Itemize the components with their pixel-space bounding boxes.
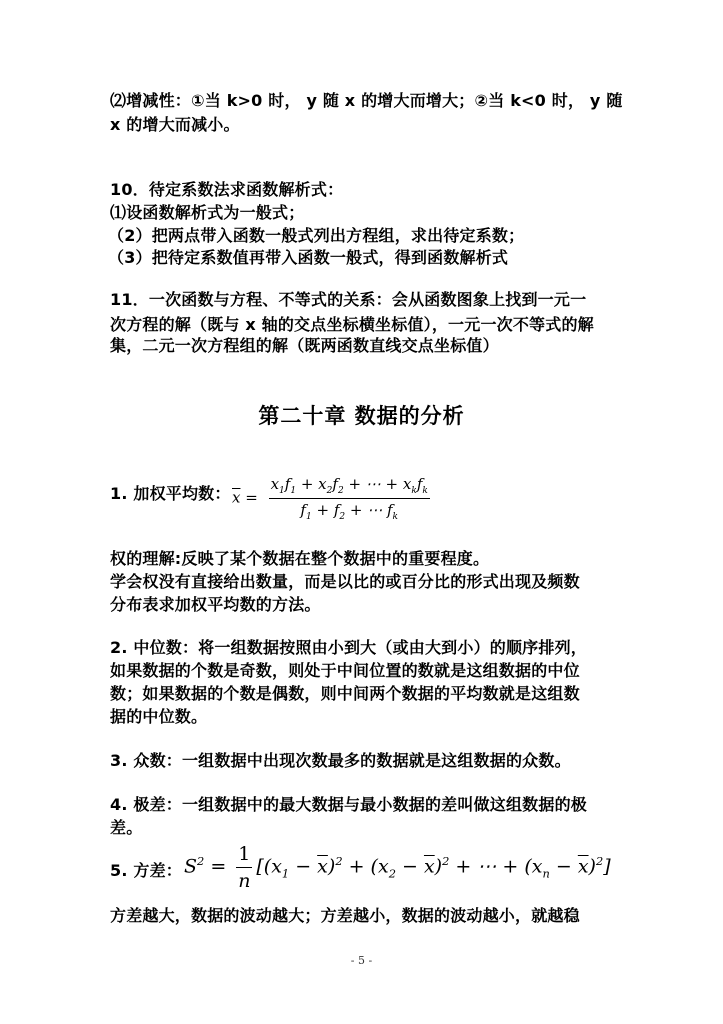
text-line: 学会权没有直接给出数量，而是以比的或百分比的形式出现及频数 (110, 572, 580, 591)
text-line: 权的理解:反映了某个数据在整个数据中的重要程度。 (110, 549, 490, 568)
variance-label: 5. 方差： (110, 861, 182, 880)
text-line: 11．一次函数与方程、不等式的关系：会从函数图象上找到一元一 (110, 290, 587, 309)
text-line: 10．待定系数法求函数解析式： (110, 180, 344, 199)
text-line: 如果数据的个数是奇数，则处于中间位置的数就是这组数据的中位 (110, 661, 580, 680)
text-line: 集，二元一次方程组的解（既两函数直线交点坐标值） (110, 336, 499, 355)
text-line: （2）把两点带入函数一般式列出方程组，求出待定系数； (108, 226, 525, 245)
text-line: 方差越大，数据的波动越大；方差越小，数据的波动越小，就越稳 (110, 906, 580, 925)
text-line: 差。 (110, 818, 143, 837)
text-line: （3）把待定系数值再带入函数一般式，得到函数解析式 (108, 248, 509, 267)
text-line: 3. 众数：一组数据中出现次数最多的数据就是这组数据的众数。 (110, 751, 571, 770)
weighted-mean-formula: $\overline{x}$ = $\frac{x_1f_1 + x_2f_2 + \cdots + x_kf_k}{f_1 + f_2 + \cdots f_k}$ (232, 475, 428, 522)
text-line: ⑵增减性：①当 k>0 时， y 随 x 的增大而增大；②当 k<0 时， y 随 (110, 91, 623, 110)
text-line: 数；如果数据的个数是偶数，则中间两个数据的平均数就是这组数 (110, 684, 580, 703)
text-line: 次方程的解（既与 x 轴的交点坐标横坐标值），一元一次不等式的解 (110, 315, 594, 334)
text-line: 2. 中位数：将一组数据按照由小到大（或由大到小）的顺序排列， (110, 638, 587, 657)
text-line: 4. 极差：一组数据中的最大数据与最小数据的差叫做这组数据的极 (110, 795, 587, 814)
variance-formula: $S^2$ = $\frac{1}{n}$ [$(x_1 - \overline{x})^2 + (x_2 - \overline{x})^2$ + ⋯ + $(x_n - \overline{x})^2$] (184, 843, 611, 892)
text-line: 据的中位数。 (110, 707, 208, 726)
weighted-mean-label: 1. 加权平均数： (110, 484, 231, 503)
text-line: ⑴设函数解析式为一般式； (110, 203, 305, 222)
chapter-title: 第二十章 数据的分析 (258, 404, 465, 428)
text-line: 分布表求加权平均数的方法。 (110, 595, 321, 614)
text-line: x 的增大而减小。 (110, 115, 240, 134)
page-number: - 5 - (350, 954, 373, 967)
